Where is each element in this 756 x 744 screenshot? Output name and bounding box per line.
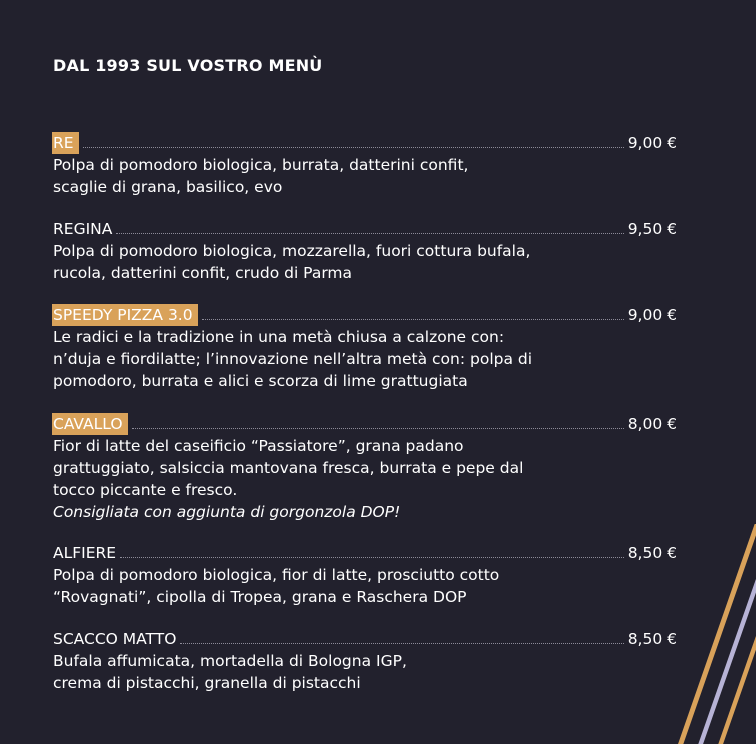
menu-item-description-line: tocco piccante e fresco.	[53, 481, 238, 499]
menu-item-header	[53, 540, 677, 564]
dotted-leader	[202, 318, 624, 320]
menu-item-name: SCACCO MATTO	[53, 630, 177, 648]
menu-item-recommendation: Consigliata con aggiunta di gorgonzola DOP!	[53, 503, 401, 521]
menu-item-name: RE	[52, 132, 79, 154]
menu-item-alfiere	[53, 540, 677, 608]
menu-item-header	[53, 411, 677, 435]
menu-item-description-line: “Rovagnati”, cipolla di Tropea, grana e Raschera DOP	[53, 588, 467, 606]
menu-item-description-line: Polpa di pomodoro biologica, mozzarella, fuori cottura bufala,	[53, 242, 531, 260]
menu-item-cavallo	[53, 411, 677, 523]
menu-item-speedy-pizza	[53, 302, 677, 392]
menu-item-description-line: Polpa di pomodoro biologica, fior di latte, prosciutto cotto	[53, 566, 500, 584]
menu-item-regina	[53, 216, 677, 284]
dotted-leader	[132, 427, 624, 429]
menu-item-price: 9,00 €	[627, 306, 677, 324]
menu-item-price: 9,50 €	[627, 220, 677, 238]
menu-item-description-line: pomodoro, burrata e alici e scorza di lime grattugiata	[53, 372, 468, 390]
menu-item-price: 8,50 €	[627, 630, 677, 648]
menu-item-scacco-matto	[53, 626, 677, 694]
menu-item-name: SPEEDY PIZZA 3.0	[52, 304, 198, 326]
menu-item-name: ALFIERE	[53, 544, 117, 562]
menu-item-price: 8,00 €	[627, 415, 677, 433]
gold-stripe-right	[720, 637, 756, 744]
menu-item-header	[53, 216, 677, 240]
dotted-leader	[120, 556, 624, 558]
menu-item-description-line: Bufala affumicata, mortadella di Bologna IGP,	[53, 652, 407, 670]
menu-item-description-line: Fior di latte del caseificio “Passiatore”, grana padano	[53, 437, 464, 455]
menu-item-description-line: grattuggiato, salsiccia mantovana fresca, burrata e pepe dal	[53, 459, 524, 477]
menu-item-description-line: scaglie di grana, basilico, evo	[53, 178, 283, 196]
page-title: DAL 1993 SUL VOSTRO MENÙ	[53, 56, 323, 75]
menu-item-description-line: rucola, datterini confit, crudo di Parma	[53, 264, 353, 282]
dotted-leader	[83, 146, 624, 148]
menu-item-header	[53, 302, 677, 326]
menu-item-description-line: Le radici e la tradizione in una metà chiusa a calzone con:	[53, 328, 505, 346]
dotted-leader	[180, 642, 623, 644]
menu-item-price: 9,00 €	[627, 134, 677, 152]
gold-stripe-left	[680, 524, 756, 744]
decorative-stripes	[646, 524, 756, 744]
menu-item-description-line: Polpa di pomodoro biologica, burrata, datterini confit,	[53, 156, 469, 174]
menu-item-name: CAVALLO	[52, 413, 128, 435]
menu-item-description-line: crema di pistacchi, granella di pistacchi	[53, 674, 361, 692]
menu-item-price: 8,50 €	[627, 544, 677, 562]
menu-item-name: REGINA	[53, 220, 113, 238]
menu-item-header	[53, 130, 677, 154]
menu-item-header	[53, 626, 677, 650]
menu-item-description-line: n’duja e fiordilatte; l’innovazione nell’altra metà con: polpa di	[53, 350, 533, 368]
menu-item-re	[53, 130, 677, 198]
dotted-leader	[116, 232, 623, 234]
